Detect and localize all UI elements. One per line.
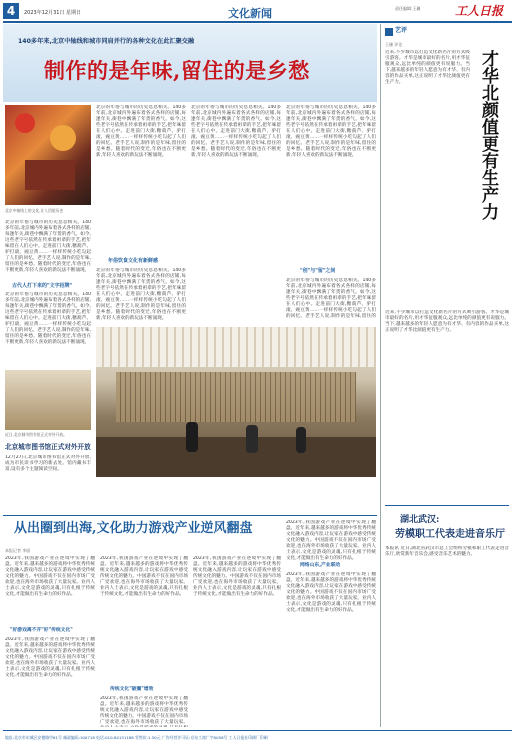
brief-subheadline: 劳模职工代表走进音乐厅 <box>395 529 505 540</box>
story-headline: 制作的是年味,留住的是乡愁 <box>44 58 310 83</box>
bottom-subheading-3: 网络山东,产业联动 <box>300 563 341 568</box>
library-small-photo <box>5 370 91 430</box>
brief-body: 本报讯 近日,湖北省武汉市总工会组织劳模和职工代表走进音乐厅,欣赏新年音乐会,感受音乐艺术的魅力。 <box>385 546 509 557</box>
top-story-col-2: 北京的年俗与城市的历史息息相关。140多年前,北京城内外遍布着各式各样的店铺,每逢年关,街巷中飘满了年货的香气。如今,这些老字号依然在传承着祖辈的手艺,把年味留在人们心中。走进前门大街,糖葫芦、驴打滚、豌豆黄……一样样传统小吃勾起了人们的回忆。老手艺人说,制作的是年味,留住的是乡愁。随着时代的变迁,年俗也在不断更新,年轻人喜欢的新玩法不断涌现。 <box>96 105 186 158</box>
top-story-col-3: 北京的年俗与城市的历史息息相关。140多年前,北京城内外遍布着各式各样的店铺,每逢年关,街巷中飘满了年货的香气。如今,这些老字号依然在传承着祖辈的手艺,把年味留在人们心中。走进前门大街,糖葫芦、驴打滚、豌豆黄……一样样传统小吃勾起了人们的回忆。老手艺人说,制作的是年味,留住的是乡愁。随着时代的变迁,年俗也在不断更新,年轻人喜欢的新玩法不断涌现。 <box>191 105 281 158</box>
section-title: 文化新闻 <box>228 7 272 20</box>
section-tag-icon <box>385 28 393 36</box>
footer-rule <box>3 730 512 731</box>
commentary-author: 王珊 评论 <box>385 42 403 47</box>
bottom-subheading-2: 传统文化"破圈"增效 <box>110 687 154 692</box>
col-heading-2: 年俗饮食文化有新鲜感 <box>108 258 159 264</box>
column-separator <box>380 24 381 727</box>
top-story-col-1: 北京的年俗与城市的历史息息相关。140多年前,北京城内外遍布着各式各样的店铺,每逢年关,街巷中飘满了年货的香气。如今,这些老字号依然在传承着祖辈的手艺,把年味留在人们心中。走进前门大街,糖葫芦、驴打滚、豌豆黄……一样样传统小吃勾起了人们的回忆。老手艺人说,制作的是年味,留住的是乡愁。随着时代的变迁,年俗也在不断更新,年轻人喜欢的新玩法不断涌现。 <box>5 220 91 273</box>
bottom-col-2: 2023年,我国游戏产业在逆境中实现了翻盘。近年来,越来越多的游戏将中华优秀传统文化融入游戏内容,让玩家在游戏中感受传统文化的魅力。中国游戏不仅在国内市场广受欢迎,也在海外市场收获了大量玩家。业内人士表示,文化是游戏的灵魂,只有扎根于传统文化,才能做出有生命力的好作品。 <box>100 556 188 597</box>
story-photo-lanterns <box>5 105 91 205</box>
bottom-col-2b: 2023年,我国游戏产业在逆境中实现了翻盘。近年来,越来越多的游戏将中华优秀传统文化融入游戏内容,让玩家在游戏中感受传统文化的魅力。中国游戏不仅在国内市场广受欢迎,也在海外市场收获了大量玩家。 <box>100 696 188 725</box>
issue-date: 2023年12月31日 星期日 <box>24 10 82 16</box>
bottom-headline: 从出圈到出海,文化助力游戏产业逆风翻盘 <box>14 521 253 536</box>
bottom-author: 本报记者 李丽 <box>5 548 31 553</box>
bottom-col-1b: 2023年,我国游戏产业在逆境中实现了翻盘。近年来,越来越多的游戏将中华优秀传统文化融入游戏内容,让玩家在游戏中感受传统文化的魅力。中国游戏不仅在国内市场广受欢迎,也在海外市场收获了大量玩家。业内人士表示,文化是游戏的灵魂,只有扎根于传统文化,才能做出有生命力的好作品。 <box>5 637 95 678</box>
divider-bottom-story <box>3 515 377 516</box>
top-story-col-1b: 北京的年俗与城市的历史息息相关。140多年前,北京城内外遍布着各式各样的店铺,每逢年关,街巷中飘满了年货的香气。如今,这些老字号依然在传承着祖辈的手艺,把年味留在人们心中。走进前门大街,糖葫芦、驴打滚、豌豆黄……一样样传统小吃勾起了人们的回忆。老手艺人说,制作的是年味,留住的是乡愁。随着时代的变迁,年俗也在不断更新,年轻人喜欢的新玩法不断涌现。 <box>5 292 91 345</box>
top-story-col-4: 北京的年俗与城市的历史息息相关。140多年前,北京城内外遍布着各式各样的店铺,每逢年关,街巷中飘满了年货的香气。如今,这些老字号依然在传承着祖辈的手艺,把年味留在人们心中。走进前门大街,糖葫芦、驴打滚、豌豆黄……一样样传统小吃勾起了人们的回忆。老手艺人说,制作的是年味,留住的是乡愁。随着时代的变迁,年俗也在不断更新,年轻人喜欢的新玩法不断涌现。 <box>286 105 376 158</box>
bottom-col-3: 2023年,我国游戏产业在逆境中实现了翻盘。近年来,越来越多的游戏将中华优秀传统文化融入游戏内容,让玩家在游戏中感受传统文化的魅力。中国游戏不仅在国内市场广受欢迎,也在海外市场收获了大量玩家。业内人士表示,文化是游戏的灵魂,只有扎根于传统文化,才能做出有生命力的好作品。 <box>193 556 281 597</box>
page-number-badge <box>3 3 19 19</box>
footer-text: 地址:北京市东城区安德路甲61号 邮政编码:100718 电话:010-84151188 零售价:1.50元 广告经营许可证:京东工商广字0058号 工人日报社印刷厂印刷 <box>5 735 268 740</box>
bottom-col-1: 2023年,我国游戏产业在逆境中实现了翻盘。近年来,越来越多的游戏将中华优秀传统文化融入游戏内容,让玩家在游戏中感受传统文化的魅力。中国游戏不仅在国内市场广受欢迎,也在海外市场收获了大量玩家。业内人士表示,文化是游戏的灵魂,只有扎根于传统文化,才能做出有生命力的好作品。 <box>5 556 95 597</box>
section-tag: 艺评 <box>395 27 408 34</box>
page-number: 4 <box>6 4 16 18</box>
library-headline: 北京城市图书馆正式对外开放 <box>5 443 91 451</box>
editor-credit: 责任编辑:王珊 <box>395 6 421 11</box>
bottom-col-4b: 2023年,我国游戏产业在逆境中实现了翻盘。近年来,越来越多的游戏将中华优秀传统文化融入游戏内容,让玩家在游戏中感受传统文化的魅力。中国游戏不仅在国内市场广受欢迎,也在海外市场收获了大量玩家。业内人士表示,文化是游戏的灵魂,只有扎根于传统文化,才能做出有生命力的好作品。 <box>286 572 376 613</box>
masthead-rule <box>3 21 512 23</box>
vertical-headline: 才华北颜值更有生产力 <box>478 50 498 220</box>
story-kicker: 140多年来,北京中轴线和城市同肩并行的各种文化在此汇聚交融 <box>18 38 195 45</box>
col-heading-3: "创"与"留"之间 <box>300 268 336 274</box>
top-story-col-2b: 北京的年俗与城市的历史息息相关。140多年前,北京城内外遍布着各式各样的店铺,每逢年关,街巷中飘满了年货的香气。如今,这些老字号依然在传承着祖辈的手艺,把年味留在人们心中。走进前门大街,糖葫芦、驴打滚、豌豆黄……一样样传统小吃勾起了人们的回忆。老手艺人说,制作的是年味,留住的是乡愁。随着时代的变迁,年俗也在不断更新,年轻人喜欢的新玩法不断涌现。 <box>96 268 186 321</box>
library-body: 12月27日,北京城市图书馆正式对外开放,成为市民读书学习的新去处。馆内藏书丰富,设有多个主题阅读空间。 <box>5 455 91 472</box>
commentary-col-2: 近来,不少城市以打造文化新名片的方式吸引游客。才华是城市最好的名片,用才华征服观众,远比单纯的颜值更有说服力。当下,越来越多的年轻人愿意为有才华、有内容的作品买单,这正说明了才华比颜值更有生产力。 <box>385 310 509 333</box>
brief-headline: 湖北武汉: <box>400 515 440 525</box>
top-story-col-4b: 北京的年俗与城市的历史息息相关。140多年前,北京城内外遍布着各式各样的店铺,每逢年关,街巷中飘满了年货的香气。如今,这些老字号依然在传承着祖辈的手艺,把年味留在人们心中。走进前门大街,糖葫芦、驴打滚、豌豆黄……一样样传统小吃勾起了人们的回忆。老手艺人说,制作的是年味,留住的 <box>286 278 376 318</box>
photo-caption-top: 北京中轴线上的文化,让人回望历史 <box>5 208 64 213</box>
col-heading-1: 古代人打下来的"文字招牌" <box>12 283 73 289</box>
library-photo <box>96 327 376 477</box>
bottom-subheading-1: "好游戏离不开"好"传统文化" <box>10 628 73 633</box>
bottom-col-4: 2023年,我国游戏产业在逆境中实现了翻盘。近年来,越来越多的游戏将中华优秀传统文化融入游戏内容,让玩家在游戏中感受传统文化的魅力。中国游戏不仅在国内市场广受欢迎,也在海外市场收获了大量玩家。业内人士表示,文化是游戏的灵魂,只有扎根于传统文化,才能做出有生命力的好作品。 <box>286 520 376 560</box>
library-photo-caption: 近日,北京城市图书馆正式对外开放。 <box>5 432 67 437</box>
paper-logo: 工人日报 <box>455 4 504 18</box>
brief-divider <box>385 505 509 506</box>
commentary-col-1: 近来,不少城市以打造文化新名片的方式吸引游客。才华是城市最好的名片,用才华征服观众,远比单纯的颜值更有说服力。当下,越来越多的年轻人愿意为有才华、有内容的作品买单,这正说明了才华比颜值更有生产力。 <box>385 50 470 85</box>
